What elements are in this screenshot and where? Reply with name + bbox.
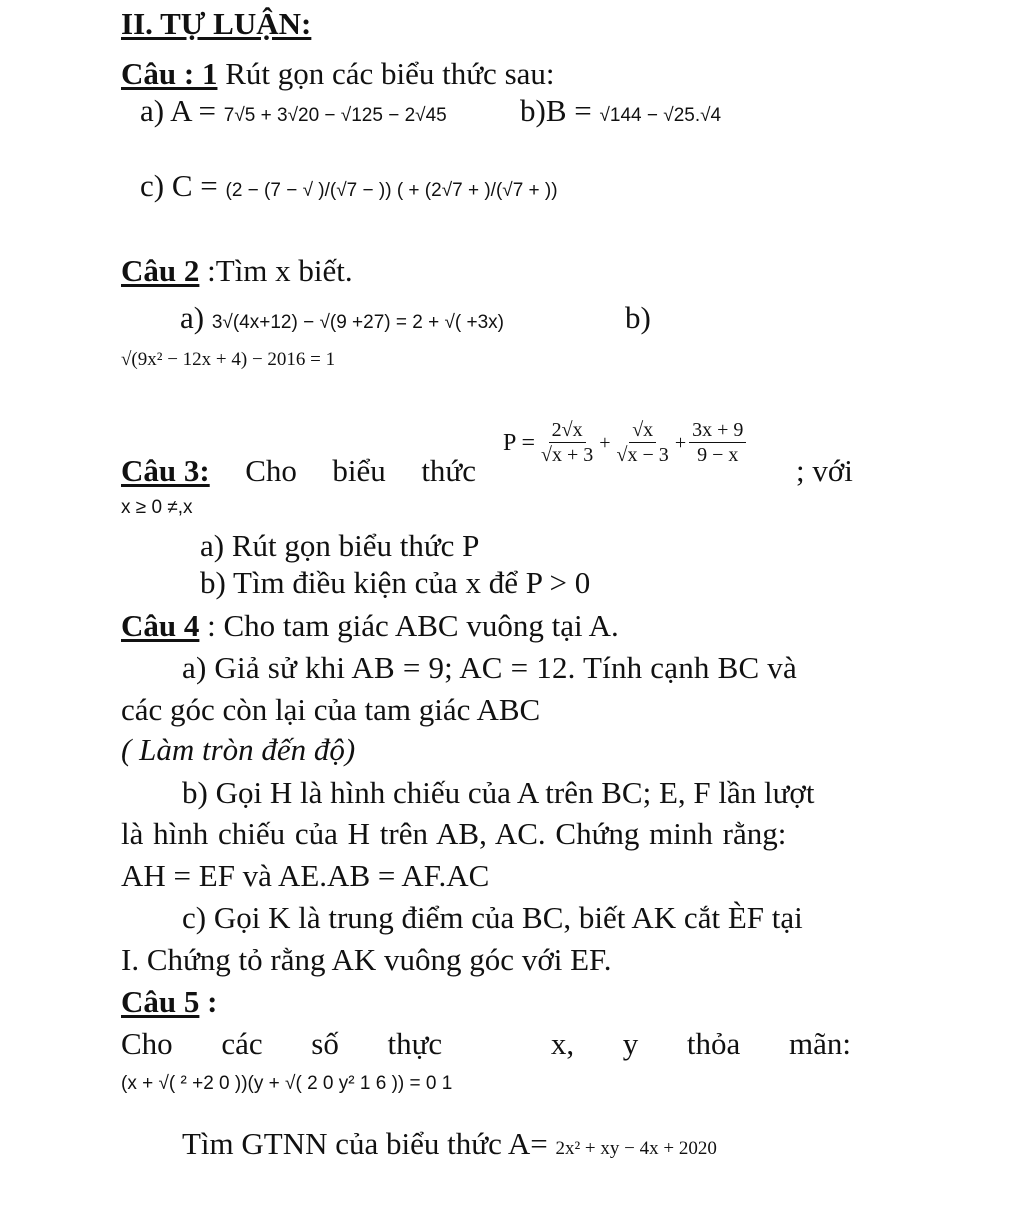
- q5-task: [182, 1128, 717, 1159]
- q1-c: [140, 170, 558, 201]
- q4-b-line1: b) Gọi H là hình chiếu của A trên BC; E, F lần lượt: [182, 775, 815, 810]
- q4-b-line3: AH = EF và AE.AB = AF.AC: [121, 858, 490, 893]
- q3-term3-num: 3x + 9: [689, 420, 746, 443]
- q2-a-label: a): [180, 300, 205, 335]
- q2-b-label: b): [625, 300, 651, 335]
- q3-term1-num: 2√x: [549, 420, 586, 443]
- q3-term1: [538, 420, 596, 465]
- q2-a: [180, 302, 504, 333]
- q3-plus-1: +: [599, 431, 611, 454]
- q5-heading: [121, 986, 217, 1017]
- q3-term2-den: √x − 3: [616, 444, 669, 466]
- q2-a-expr: 3√(4x+12) − √(9 +27) = 2 + √( +3x): [211, 312, 504, 333]
- q1-b-expr: √144 − √25.√4: [599, 105, 722, 126]
- q3-condition: x ≥ 0 ≠,x: [121, 497, 193, 518]
- q1-c-expr: (2 − (7 − √ )/(√7 − )) ( + (2√7 + )/(√7 + )): [225, 180, 558, 201]
- q5-word-4: thực: [387, 1026, 443, 1061]
- q5-label: Câu 5: [121, 984, 200, 1019]
- q1-c-label: c) C =: [140, 168, 218, 203]
- q5-word-2: các: [221, 1026, 263, 1061]
- q3-term2-num: √x: [629, 420, 656, 443]
- q2-heading: [121, 255, 353, 286]
- q3-expression: [503, 420, 749, 465]
- q4-a-note: ( Làm tròn đến độ): [121, 732, 356, 767]
- q1-text: Rút gọn các biểu thức sau:: [217, 56, 555, 91]
- q5-word-1: Cho: [121, 1026, 173, 1061]
- q3-term2: [614, 420, 672, 465]
- q1-b: [520, 95, 721, 126]
- q2-text: :Tìm x biết.: [199, 253, 353, 288]
- q3-term3-den: 9 − x: [697, 444, 739, 466]
- q3-p-label: P =: [503, 429, 535, 456]
- q3-suffix: ; với: [796, 453, 853, 488]
- q4-c-line1: c) Gọi K là trung điểm của BC, biết AK cắt ÈF tại: [182, 900, 803, 935]
- q3-part-a: a) Rút gọn biểu thức P: [200, 528, 480, 563]
- q1-b-label: b)B =: [520, 93, 592, 128]
- q1-a: [140, 95, 447, 126]
- q4-label: Câu 4: [121, 608, 200, 643]
- q5-word-8: mãn:: [788, 1026, 851, 1061]
- q3-part-b: b) Tìm điều kiện của x để P > 0: [200, 565, 591, 600]
- q3-label: Câu 3:: [121, 453, 210, 488]
- q3-plus-2: +: [674, 431, 687, 454]
- q4-c-line2: I. Chứng tỏ rằng AK vuông góc với EF.: [121, 942, 612, 977]
- q3-word-thuc: thức: [421, 453, 476, 488]
- q2-b-expr: √(9x² − 12x + 4) − 2016 = 1: [121, 349, 336, 370]
- q4-a-line1: a) Giả sử khi AB = 9; AC = 12. Tính cạnh BC và: [182, 650, 797, 685]
- section-title: II. TỰ LUẬN:: [121, 6, 312, 41]
- q5-intro: [121, 1028, 851, 1059]
- q4-b-line2: là hình chiếu của H trên AB, AC. Chứng minh rằng:: [121, 816, 787, 851]
- q5-condition: (x + √( ² +2 0 ))(y + √( 2 0 y² 1 6 )) = 0 1: [121, 1073, 453, 1094]
- q5-colon: :: [199, 984, 218, 1019]
- q5-word-5: x,: [550, 1026, 575, 1061]
- q5-word-7: thỏa: [686, 1026, 741, 1061]
- q2-label: Câu 2: [121, 253, 200, 288]
- q4-a-line2: các góc còn lại của tam giác ABC: [121, 692, 541, 727]
- q5-task-text: Tìm GTNN của biểu thức A=: [182, 1126, 548, 1161]
- q1-label: Câu : 1: [121, 56, 218, 91]
- q3-term1-den: √x + 3: [541, 444, 594, 466]
- q3-heading: [121, 455, 476, 486]
- q1-a-label: a) A =: [140, 93, 217, 128]
- q3-term3: [689, 420, 746, 465]
- q1-a-expr: 7√5 + 3√20 − √125 − 2√45: [223, 105, 447, 126]
- q5-task-expr: 2x² + xy − 4x + 2020: [555, 1138, 717, 1159]
- q1-heading: [121, 58, 555, 89]
- q3-word-cho: Cho: [245, 453, 297, 488]
- q5-word-6: y: [622, 1026, 639, 1061]
- q5-word-3: số: [311, 1026, 339, 1061]
- q4-text: : Cho tam giác ABC vuông tại A.: [199, 608, 619, 643]
- q4-heading: [121, 610, 619, 641]
- q3-word-bieu: biểu: [332, 453, 386, 488]
